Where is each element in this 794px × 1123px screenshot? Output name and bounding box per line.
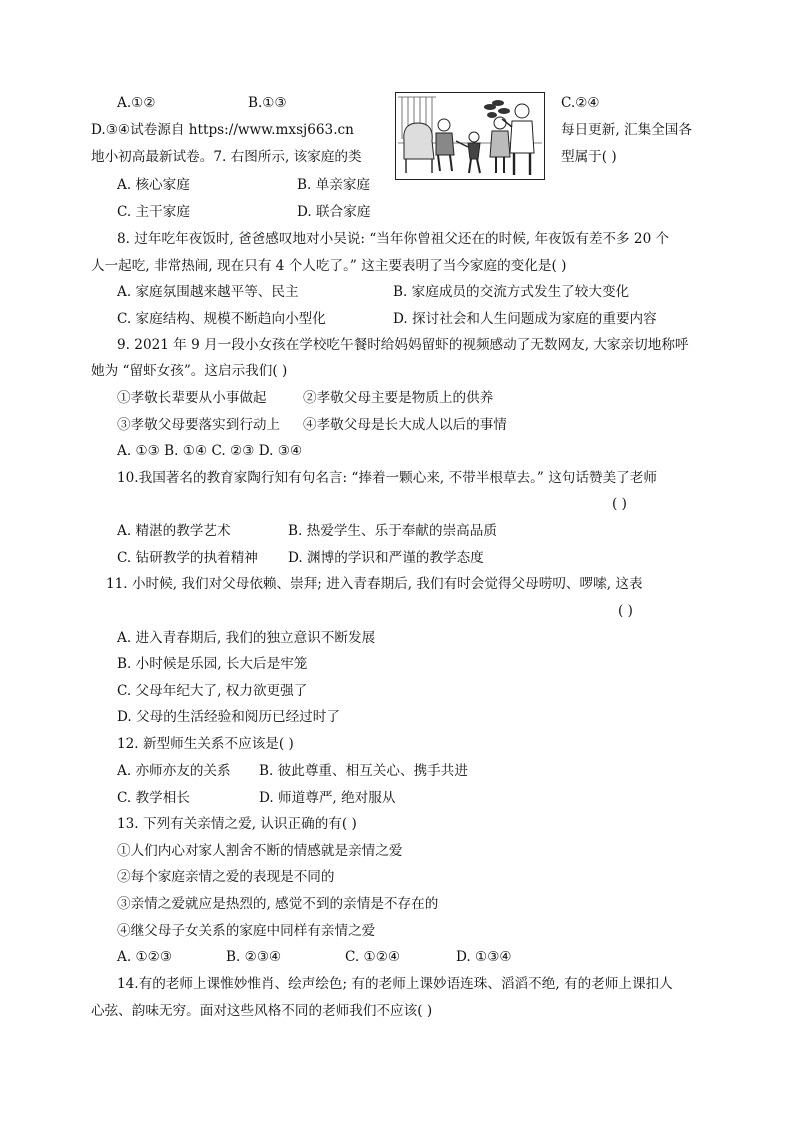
q14-stem-line-2: 心弦、韵味无穷。面对这些风格不同的老师我们不应该( ) [91,1003,433,1019]
q13-option-d: D. ①③④ [456,949,512,965]
q11-option-a: A. 进入青春期后, 我们的独立意识不断发展 [117,630,376,646]
q12-option-b: B. 彼此尊重、相互关心、携手共进 [259,763,468,779]
q11-answer-paren: ( ) [618,603,633,619]
q7-stem-right: 型属于( ) [561,149,617,165]
q11-stem: 11. 小时候, 我们对父母依赖、崇拜; 进入青春期后, 我们有时会觉得父母唠叨、啰嗦, 这表 [106,576,643,592]
q7-option-c: C. 主干家庭 [117,204,190,220]
q13-stem: 13. 下列有关亲情之爱, 认识正确的有( ) [117,816,357,832]
family-illustration [395,92,545,180]
q7-option-b: B. 单亲家庭 [297,177,371,193]
q13-option-b: B. ②③④ [226,949,282,965]
q7-option-a: A. 核心家庭 [117,177,190,193]
q8-stem-line-1: 8. 过年吃年夜饭时, 爸爸感叹地对小吴说: “当年你曾祖父还在的时候, 年夜饭有差不多 20 个 [117,231,670,247]
source-note-tail: 每日更新, 汇集全国各 [561,122,692,138]
q13-item-3: ③亲情之爱就应是热烈的, 感觉不到的亲情是不存在的 [117,896,439,912]
q9-options: A. ①③ B. ①④ C. ②③ D. ③④ [117,443,303,459]
q13-item-2: ②每个家庭亲情之爱的表现是不同的 [117,869,335,885]
q9-item-1: ①孝敬长辈要从小事做起 [117,390,267,406]
q7-stem-left: 地小初高最新试卷。7. 右图所示, 该家庭的类 [91,149,362,165]
q9-stem-line-2: 她为 “留虾女孩”。这启示我们( ) [91,363,288,379]
q11-option-c: C. 父母年纪大了, 权力欲更强了 [117,683,308,699]
q10-answer-paren: ( ) [612,496,627,512]
family-scene-drawing [396,93,544,179]
q12-option-a: A. 亦师亦友的关系 [117,763,231,779]
q13-option-c: C. ①②④ [345,949,401,965]
q13-item-4: ④继父母子女关系的家庭中同样有亲情之爱 [117,923,376,939]
q12-option-d: D. 师道尊严, 绝对服从 [259,790,396,806]
q10-option-b: B. 热爱学生、乐于奉献的崇高品质 [288,523,497,539]
q9-item-3: ③孝敬父母要落实到行动上 [117,417,281,433]
q6-option-c: C.②④ [561,95,600,111]
q9-item-4: ④孝敬父母是长大成人以后的事情 [303,417,507,433]
q10-option-c: C. 钻研教学的执着精神 [117,550,258,566]
q11-option-b: B. 小时候是乐园, 长大后是牢笼 [117,656,308,672]
q9-stem-line-1: 9. 2021 年 9 月一段小女孩在学校吃午餐时给妈妈留虾的视频感动了无数网友, 大家亲切地称呼 [117,337,689,353]
q8-option-d: D. 探讨社会和人生问题成为家庭的重要内容 [393,311,657,327]
q6-option-d-source: D.③④试卷源自 https://www.mxsj663.cn [91,122,354,138]
q14-stem-line-1: 14.有的老师上课惟妙惟肖、绘声绘色; 有的老师上课妙语连珠、滔滔不绝, 有的老师上课扣人 [117,976,673,992]
q10-option-a: A. 精湛的教学艺术 [117,523,231,539]
q8-stem-line-2: 人一起吃, 非常热闹, 现在只有 4 个人吃了。” 这主要表明了当今家庭的变化是( ) [91,258,567,274]
q11-option-d: D. 父母的生活经验和阅历已经过时了 [117,709,340,725]
q9-item-2: ②孝敬父母主要是物质上的供养 [303,390,494,406]
q6-option-b: B.①③ [248,95,287,111]
q7-option-d: D. 联合家庭 [297,204,371,220]
q10-stem: 10.我国著名的教育家陶行知有句名言: “捧着一颗心来, 不带半根草去。” 这句话赞美了老师 [117,470,657,486]
q10-option-d: D. 渊博的学识和严谨的教学态度 [288,550,484,566]
q12-stem: 12. 新型师生关系不应该是( ) [117,736,294,752]
q8-option-b: B. 家庭成员的交流方式发生了较大变化 [393,284,630,300]
q13-item-1: ①人们内心对家人割舍不断的情感就是亲情之爱 [117,843,403,859]
q8-option-c: C. 家庭结构、规模不断趋向小型化 [117,311,326,327]
q13-option-a: A. ①②③ [117,949,173,965]
q12-option-c: C. 教学相长 [117,790,190,806]
q6-option-a: A.①② [117,95,156,111]
q8-option-a: A. 家庭氛围越来越平等、民主 [117,284,299,300]
